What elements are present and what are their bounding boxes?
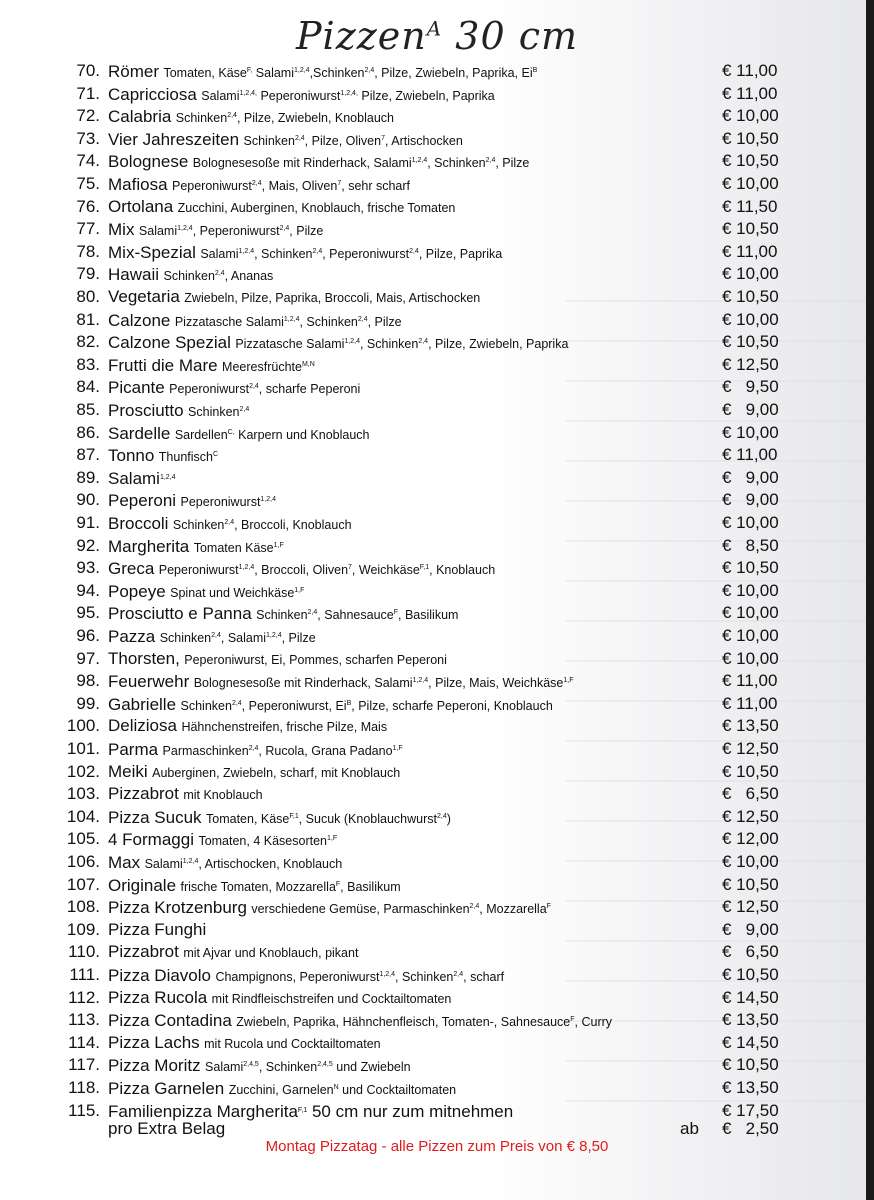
item-name: 4 Formaggi (108, 830, 194, 850)
item-name: Sardelle (108, 423, 171, 443)
item-description (108, 941, 708, 964)
item-number: 118. (68, 1078, 100, 1097)
item-name: Calabria (108, 107, 172, 127)
item-ingredients: Schinken$^{2,4}$, Pilze, Zwiebeln, Knoblauch (175, 111, 394, 126)
item-description (108, 828, 708, 852)
item-description (108, 263, 708, 287)
item-number: 103. (66, 784, 100, 804)
item-price: € 12,50 (722, 806, 779, 826)
item-description (108, 1077, 708, 1101)
item-description (108, 851, 708, 875)
item-number: 77. (76, 219, 100, 239)
menu-item (0, 354, 874, 376)
item-number: 71. (76, 83, 100, 103)
item-price: € 12,50 (722, 354, 779, 374)
menu-item (0, 241, 874, 263)
item-number: 92. (76, 535, 100, 555)
item-description (108, 83, 708, 107)
menu-item (0, 376, 874, 398)
item-price: € 10,50 (722, 219, 779, 239)
item-price: € 9,00 (722, 400, 779, 419)
item-description (108, 60, 708, 84)
item-price: € 10,00 (722, 309, 779, 329)
item-description (108, 241, 708, 265)
item-ingredients: Bolognesesoße mit Rinderhack, Salami$^{1,2,4}$, Schinken$^{2,4}$, Pilze (192, 156, 530, 171)
item-price: € 10,00 (722, 174, 779, 193)
item-name: Picante (108, 378, 165, 398)
item-number: 98. (76, 671, 100, 691)
item-ingredients: Tomaten, Käse$^{F,1}$, Sucuk (Knoblauchwurst$^{2,4}$) (206, 811, 451, 826)
item-description (108, 128, 708, 152)
item-name: Bolognese (108, 152, 189, 172)
item-description (108, 1009, 708, 1033)
menu-item (0, 783, 874, 805)
item-number: 114. (68, 1032, 100, 1052)
item-description (108, 376, 708, 400)
item-price: € 11,00 (722, 83, 778, 103)
menu-item (0, 941, 874, 963)
menu-item (0, 851, 874, 873)
item-description (108, 896, 708, 920)
item-price: € 10,00 (722, 422, 779, 442)
item-name: Tonno (108, 446, 155, 466)
menu-item (0, 1077, 874, 1099)
item-name: Calzone (108, 310, 171, 330)
item-description (108, 173, 708, 197)
extra-topping-label: pro Extra Belag (108, 1119, 226, 1139)
item-number: 110. (68, 942, 100, 962)
item-description (108, 422, 708, 446)
item-number: 104. (66, 806, 100, 826)
item-ingredients: Champignons, Peperoniwurst$^{1,2,4}$, Schinken$^{2,4}$, scharf (215, 970, 505, 984)
item-description (108, 309, 708, 333)
item-price: € 10,00 (722, 852, 779, 871)
item-description (108, 512, 708, 536)
item-description (108, 693, 708, 717)
item-ingredients: Salami$^{1,2,4}$, Artischocken, Knoblauch (144, 857, 343, 871)
item-name: Greca (108, 559, 155, 579)
menu-item (0, 196, 874, 218)
item-price: € 10,00 (722, 580, 779, 600)
menu-item (0, 670, 874, 692)
item-price: € 11,00 (722, 671, 778, 691)
item-name: Meiki (108, 761, 148, 781)
menu-item (0, 874, 874, 896)
menu-item (0, 60, 874, 82)
item-number: 85. (76, 400, 100, 419)
item-ingredients: Pizzatasche Salami$^{1,2,4}$, Schinken$^{2,4}$, Pilze (174, 314, 402, 329)
menu-item (0, 218, 874, 240)
item-name: Capricciosa (108, 84, 197, 104)
item-name: Peperoni (108, 491, 177, 511)
item-name: Gabrielle (108, 694, 177, 714)
item-name: Pizza Krotzenburg (108, 898, 247, 918)
menu-item (0, 173, 874, 195)
item-name: Vier Jahreszeiten (108, 129, 240, 149)
item-price: € 2,50 (722, 1119, 779, 1139)
item-ingredients: frische Tomaten, Mozzarella$^F$, Basilikum (180, 879, 401, 894)
item-description (108, 987, 708, 1010)
item-name: Broccoli (108, 514, 169, 533)
item-description (108, 467, 708, 491)
page-title (0, 14, 874, 64)
item-name: Parma (108, 740, 159, 759)
item-price: € 6,50 (722, 784, 779, 804)
item-number: 70. (76, 61, 100, 80)
menu-item (0, 150, 874, 172)
item-name: Pizza Rucola (108, 987, 208, 1007)
item-ingredients: Tomaten Käse$^{1,F}$ (193, 540, 284, 555)
item-description (108, 806, 708, 830)
item-number: 82. (76, 332, 100, 352)
item-description (108, 331, 708, 355)
item-name: Max (108, 853, 141, 872)
menu-item (0, 444, 874, 466)
item-ingredients: Parmaschinken$^{2,4}$, Rucola, Grana Padano$^{1,F}$ (162, 744, 403, 758)
item-name: Ortolana (108, 196, 174, 216)
item-ingredients: Zwiebeln, Paprika, Hähnchenfleisch, Tomaten-, Sahnesauce$^F$, Curry (236, 1015, 613, 1030)
item-name: Mafiosa (108, 175, 168, 194)
item-number: 117. (68, 1055, 100, 1075)
menu-item (0, 557, 874, 579)
title-size: 30 cm (455, 14, 579, 58)
item-description (108, 557, 708, 581)
item-number: 106. (66, 852, 100, 871)
item-price: € 12,50 (722, 739, 779, 758)
menu-item (0, 422, 874, 444)
menu-item (0, 580, 874, 602)
item-number: 81. (76, 309, 100, 329)
menu-item (0, 738, 874, 760)
item-ingredients: Peperoniwurst$^{1,2,4}$, Broccoli, Oliven$^7$, Weichkäse$^{F,1}$, Knoblauch (158, 563, 496, 578)
item-description (108, 535, 708, 559)
item-description (108, 761, 708, 784)
item-description (108, 738, 708, 762)
item-price: € 10,00 (722, 603, 779, 623)
item-description (108, 218, 708, 242)
item-price: € 6,50 (722, 942, 779, 962)
item-name: Pazza (108, 627, 156, 646)
item-name: Pizza Diavolo (108, 966, 211, 985)
item-number: 100. (66, 716, 100, 736)
item-price: € 10,00 (722, 264, 779, 284)
item-description (108, 580, 708, 604)
item-number: 86. (76, 422, 100, 442)
title-text: Pizzen (295, 14, 427, 58)
item-ingredients: verschiedene Gemüse, Parmaschinken$^{2,4}$, Mozzarella$^F$ (251, 902, 551, 917)
item-price: € 12,50 (722, 897, 779, 917)
item-ingredients: Schinken$^{2,4}$, Sahnesauce$^F$, Basilikum (256, 608, 459, 623)
item-number: 76. (76, 196, 100, 216)
item-ingredients: Tomaten, 4 Käsesorten$^{1,F}$ (198, 834, 338, 849)
item-name: Salami$^{1,2,4}$ (108, 468, 176, 488)
item-price: € 10,50 (722, 151, 779, 171)
item-number: 105. (66, 829, 100, 849)
item-number: 93. (76, 558, 100, 578)
item-number: 91. (76, 513, 100, 532)
menu-item (0, 1009, 874, 1031)
item-number: 74. (76, 151, 100, 171)
item-price: € 13,50 (722, 1010, 779, 1030)
menu-item (0, 987, 874, 1009)
item-name: Prosciutto e Panna (108, 604, 252, 624)
item-ingredients: Hähnchenstreifen, frische Pilze, Mais (181, 720, 388, 735)
item-price: € 11,00 (722, 445, 778, 465)
item-ingredients: Zucchini, Auberginen, Knoblauch, frische Tomaten (177, 200, 456, 215)
item-price: € 11,00 (722, 61, 778, 80)
item-number: 102. (66, 761, 100, 781)
item-name: Pizzabrot (108, 784, 179, 804)
item-number: 80. (76, 287, 100, 306)
item-name: Thorsten, (108, 648, 180, 668)
item-description (108, 444, 708, 468)
item-number: 97. (76, 648, 100, 668)
item-number: 90. (76, 490, 100, 510)
item-description (108, 1032, 708, 1055)
item-number: 108. (66, 897, 100, 917)
item-name: Pizza Garnelen (108, 1079, 225, 1098)
item-name: Margherita (108, 536, 190, 556)
item-price: € 11,00 (722, 693, 778, 713)
menu-item (0, 286, 874, 308)
item-description (108, 602, 708, 626)
item-ingredients: mit Knoblauch (183, 788, 263, 803)
item-number: 75. (76, 174, 100, 193)
item-description (108, 489, 708, 513)
item-ingredients: mit Rucola und Cocktailtomaten (204, 1036, 381, 1051)
item-name: Pizza Lachs (108, 1032, 200, 1052)
item-price: € 11,00 (722, 241, 778, 261)
item-ingredients: Peperoniwurst, Ei, Pommes, scharfen Peperoni (184, 652, 447, 667)
item-ingredients: Zucchini, Garnelen$^N$ und Cocktailtomaten (228, 1083, 457, 1097)
item-name: Pizza Funghi (108, 919, 207, 939)
item-name: Pizzabrot (108, 942, 179, 962)
item-description (108, 399, 708, 423)
item-description (108, 196, 708, 219)
item-ingredients: Peperoniwurst$^{1,2,4}$ (180, 495, 276, 510)
item-ingredients: Schinken$^{2,4}$, Pilze, Oliven$^7$, Artischocken (243, 133, 463, 148)
menu-item (0, 128, 874, 150)
menu-item (0, 83, 874, 105)
menu-item (0, 399, 874, 421)
item-price: € 14,50 (722, 1032, 779, 1052)
menu-item (0, 535, 874, 557)
item-price: € 10,50 (722, 761, 779, 781)
title-allergen: A (426, 16, 443, 41)
item-price: € 11,50 (722, 196, 778, 216)
extra-prefix: ab (680, 1119, 699, 1139)
menu-item (0, 964, 874, 986)
menu-item (0, 806, 874, 828)
item-name: Prosciutto (108, 401, 184, 420)
item-number: 107. (66, 874, 100, 894)
item-ingredients: mit Ajvar und Knoblauch, pikant (183, 946, 359, 961)
item-number: 72. (76, 106, 100, 126)
item-ingredients: Schinken$^{2,4}$ (188, 405, 250, 419)
item-name: Feuerwehr (108, 672, 190, 692)
item-number: 78. (76, 241, 100, 261)
item-description (108, 150, 708, 174)
item-name: Vegetaria (108, 287, 180, 306)
item-number: 89. (76, 467, 100, 487)
item-number: 111. (69, 965, 100, 984)
menu-item (0, 467, 874, 489)
item-ingredients: Thunfisch$^C$ (158, 450, 219, 465)
item-price: € 10,50 (722, 287, 779, 306)
item-price: € 9,00 (722, 467, 779, 487)
item-number: 109. (66, 919, 100, 939)
item-name: Pizza Sucuk (108, 807, 202, 827)
item-name: Familienpizza Margherita$^{F,1}$ 50 cm nur zum mitnehmen (108, 1101, 514, 1121)
item-name: Pizza Moritz (108, 1056, 201, 1076)
menu-item (0, 648, 874, 670)
item-price: € 14,50 (722, 987, 779, 1007)
item-name: Popeye (108, 581, 166, 601)
menu-item (0, 715, 874, 737)
item-price: € 17,50 (722, 1100, 779, 1120)
menu-item (0, 489, 874, 511)
item-name: Mix-Spezial (108, 242, 196, 262)
item-price: € 9,00 (722, 490, 779, 510)
item-price: € 9,50 (722, 377, 779, 397)
item-ingredients: Schinken$^{2,4}$, Ananas (163, 269, 274, 284)
item-ingredients: Sardellen$^{C,}$ Karpern und Knoblauch (174, 427, 370, 442)
item-price: € 10,50 (722, 965, 779, 984)
item-description (108, 670, 708, 694)
item-price: € 10,00 (722, 648, 779, 668)
item-price: € 10,00 (722, 106, 779, 126)
item-description (108, 354, 708, 378)
item-price: € 10,00 (722, 626, 779, 645)
item-price: € 10,50 (722, 874, 779, 894)
item-price: € 10,50 (722, 128, 779, 148)
item-description (108, 715, 708, 738)
item-ingredients: Zwiebeln, Pilze, Paprika, Broccoli, Mais, Artischocken (184, 291, 481, 305)
item-ingredients: Schinken$^{2,4}$, Peperoniwurst, $Ei^B$, Pilze, scharfe Peperoni, Knoblauch (180, 698, 553, 713)
item-number: 96. (76, 626, 100, 645)
menu-item (0, 512, 874, 534)
item-price: € 13,50 (722, 1078, 779, 1097)
item-price: € 8,50 (722, 535, 779, 555)
item-ingredients: Auberginen, Zwiebeln, scharf, mit Knoblauch (152, 765, 401, 780)
item-number: 83. (76, 354, 100, 374)
item-ingredients: Schinken$^{2,4}$, Salami$^{1,2,4}$, Pilze (159, 631, 316, 645)
monday-notice: Montag Pizzatag - alle Pizzen zum Preis von € 8,50 (265, 1138, 609, 1155)
menu-item (0, 1054, 874, 1076)
menu-item (0, 105, 874, 127)
item-ingredients: Meeresfrüchte$^{M,N}$ (222, 359, 315, 374)
menu-item (0, 761, 874, 783)
item-price: € 9,00 (722, 919, 779, 939)
item-name: Römer (108, 62, 160, 81)
item-number: 87. (76, 445, 100, 465)
menu-item (0, 828, 874, 850)
item-number: 94. (76, 580, 100, 600)
item-number: 95. (76, 603, 100, 623)
item-number: 79. (76, 264, 100, 284)
item-ingredients: Salami$^{1,2,4}$, Peperoniwurst$^{2,4}$, Pilze (138, 224, 324, 239)
item-name: Hawaii (108, 265, 160, 285)
item-price: € 10,50 (722, 1055, 779, 1075)
item-description (108, 874, 708, 898)
item-number: 112. (68, 987, 100, 1007)
item-price: € 13,50 (722, 716, 779, 736)
item-number: 113. (68, 1010, 100, 1030)
item-ingredients: Peperoniwurst$^{2,4}$, scharfe Peperoni (169, 382, 361, 397)
item-number: 84. (76, 377, 100, 397)
item-price: € 12,00 (722, 829, 779, 849)
item-ingredients: Schinken$^{2,4}$, Broccoli, Knoblauch (172, 518, 352, 532)
item-ingredients: Peperoniwurst$^{2,4}$, Mais, Oliven$^7$, sehr scharf (171, 179, 411, 193)
item-description (108, 964, 708, 988)
menu-item (0, 331, 874, 353)
item-price: € 10,50 (722, 558, 779, 578)
item-name: Deliziosa (108, 716, 177, 736)
item-name: Originale (108, 875, 177, 895)
menu-item (0, 309, 874, 331)
item-ingredients: Pizzatasche Salami$^{1,2,4}$, Schinken$^{2,4}$, Pilze, Zwiebeln, Paprika (235, 337, 569, 352)
menu-item (0, 263, 874, 285)
item-number: 115. (68, 1100, 100, 1120)
item-ingredients: mit Rindfleischstreifen und Cocktailtomaten (211, 991, 452, 1006)
item-ingredients: Spinat und Weichkäse$^{1,F}$ (170, 585, 305, 600)
item-name: Frutti die Mare (108, 355, 218, 375)
item-description (108, 625, 708, 649)
item-ingredients: Tomaten, Käse$^{F,}$ Salami$^{1,2,4}$,Schinken$^{2,4}$, Pilze, Zwiebeln, Paprika, $Ei^B$ (163, 66, 538, 80)
item-description (108, 919, 708, 942)
extra-topping-item (0, 1118, 874, 1140)
menu-item (0, 625, 874, 647)
item-ingredients: Salami$^{2,4,5}$, Schinken$^{2,4,5}$ und Zwiebeln (205, 1060, 411, 1075)
item-description (108, 1054, 708, 1078)
item-number: 99. (76, 693, 100, 713)
menu-item (0, 1032, 874, 1054)
menu-item (0, 602, 874, 624)
menu-item (0, 896, 874, 918)
item-price: € 10,00 (722, 513, 779, 532)
item-name: Pizza Contadina (108, 1011, 232, 1031)
item-name: Calzone Spezial (108, 333, 231, 353)
menu-item (0, 693, 874, 715)
item-ingredients: Bolognesesoße mit Rinderhack, Salami$^{1,2,4}$, Pilze, Mais, Weichkäse$^{1,F}$ (193, 676, 574, 691)
item-price: € 10,50 (722, 332, 779, 352)
item-ingredients: Salami$^{1,2,4,}$ Peperoniwurst$^{1,2,4,}$ Pilze, Zwiebeln, Paprika (201, 88, 495, 103)
item-number: 73. (76, 128, 100, 148)
item-description (108, 286, 708, 309)
item-name: Mix (108, 220, 135, 240)
item-description (108, 105, 708, 129)
menu-item (0, 919, 874, 941)
item-ingredients: Salami$^{1,2,4}$, Schinken$^{2,4}$, Peperoniwurst$^{2,4}$, Pilze, Paprika (200, 246, 503, 261)
item-description (108, 648, 708, 671)
item-description (108, 783, 708, 806)
item-number: 101. (66, 739, 100, 758)
